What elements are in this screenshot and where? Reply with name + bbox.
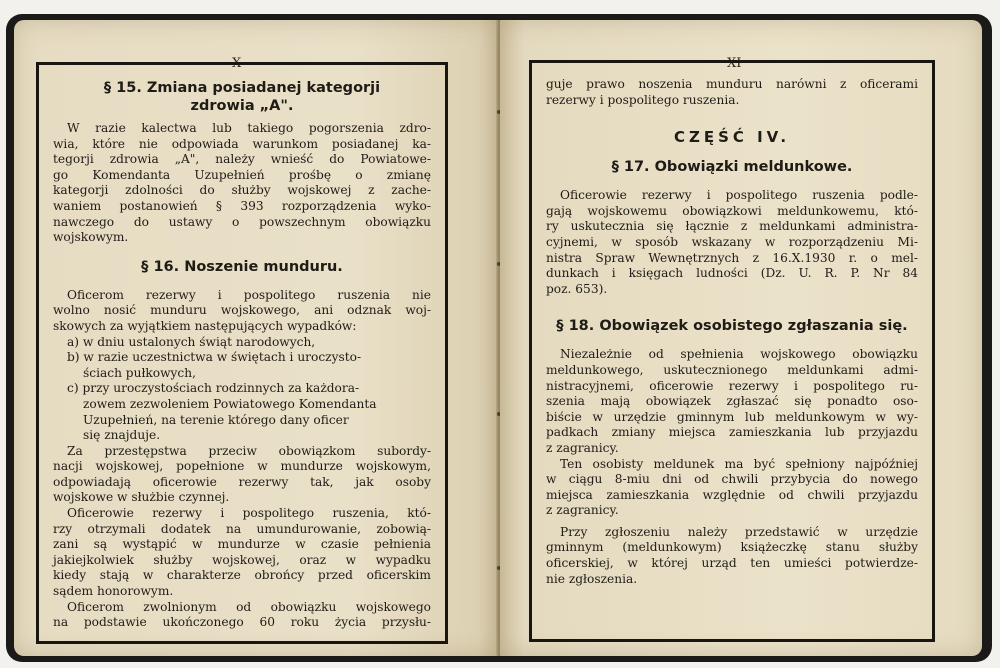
text-line: Oficerowie rezerwy i pospolitego ruszenia podle- — [560, 188, 918, 203]
text-line: guje prawo noszenia munduru narówni z oficerami — [546, 77, 918, 91]
section-16-paragraph-2 — [53, 444, 431, 506]
section-18-heading: § 18. Obowiązek osobistego zgłaszania się. — [556, 318, 908, 335]
section-18-paragraph-2 — [546, 457, 918, 519]
text-line: nawczego do ustawy o powszechnym obowiązku — [53, 214, 431, 229]
text-line: wojskowe w służbie czynnej. — [53, 490, 230, 505]
text-line: biście w urzędzie gminnym lub meldunkowym w wy- — [546, 409, 918, 424]
text-line: sądem honorowym. — [53, 584, 174, 599]
text-line: Niezależnie od spełnienia wojskowego obowiązku — [560, 347, 918, 362]
list-item-c-cont: się znajduje. — [83, 428, 161, 443]
text-line: cyjnemi, w sposób wskazany w rozporządzeniu Mi- — [546, 234, 918, 249]
text-line: zani są wystąpić w mundurze w czasie pełnienia — [53, 537, 431, 552]
text-line: w ciągu 8-miu dni od chwili przybycia do nowego — [546, 472, 918, 487]
page-number-right: XI — [727, 56, 742, 71]
text-line: odpowiadają oficerowie rezerwy tak, jak osoby — [53, 474, 431, 489]
text-line: gają wojskowemu obowiązkowi meldunkowemu, któ- — [546, 203, 918, 218]
text-line: wolno nosić munduru wojskowego, ani odznak woj- — [53, 303, 431, 318]
text-line: Oficerowie rezerwy i pospolitego ruszenia, któ- — [67, 506, 431, 521]
text-line: waniem postanowień § 393 rozporządzenia wyko- — [53, 198, 431, 213]
section-15-heading-line-1: § 15. Zmiana posiadanej kategorji — [103, 80, 381, 96]
text-line: poz. 653). — [546, 281, 608, 296]
text-line: jakiejkolwiek służby wojskowej, oraz w wypadku — [53, 552, 431, 567]
text-line: rezerwy i pospolitego ruszenia. — [546, 92, 740, 107]
right-page-text-frame — [529, 60, 935, 642]
text-line: Przy zgłoszeniu należy przedstawić w urzędzie — [560, 524, 918, 539]
text-line: rzy otrzymali dodatek na umundurowanie, zobowią- — [53, 521, 431, 536]
text-line: dunkach i księgach ludności (Dz. U. R. P. Nr 84 — [546, 266, 918, 281]
list-item-b: b) w razie uczestnictwa w świętach i uroczysto- — [67, 350, 362, 365]
section-16-intro — [53, 288, 431, 335]
text-line: skowych za wyjątkiem następujących wypadków: — [53, 318, 357, 333]
text-line: wia, które nie odpowiada warunkom posiadanej ka- — [53, 136, 431, 151]
text-line: gminnym (meldunkowym) książeczkę stanu służby — [546, 540, 918, 555]
section-17-paragraph — [546, 188, 918, 297]
text-line: meldunkowego, uskutecznionego meldunkami admi- — [546, 362, 918, 377]
page-number-left: X — [232, 56, 242, 71]
text-line: tegorji zdrowia „A", należy wnieść do Powiatowe- — [53, 152, 431, 167]
text-line: Ten osobisty meldunek ma być spełniony najpóźniej — [560, 456, 918, 471]
text-line: miejsca zamieszkania względnie od chwili przyjazdu — [546, 487, 918, 502]
list-item-a: a) w dniu ustalonych świąt narodowych, — [67, 334, 316, 349]
section-15-paragraph — [53, 121, 431, 246]
continuation-paragraph — [546, 77, 918, 108]
text-line: ry uskutecznia się łącznie z meldunkami administra- — [546, 219, 918, 234]
section-17-heading: § 17. Obowiązki meldunkowe. — [611, 159, 853, 176]
text-line: Oficerom rezerwy i pospolitego ruszenia nie — [67, 287, 431, 302]
list-item-b-cont: ściach pułkowych, — [83, 365, 196, 380]
text-line: oficerskiej, w której urząd ten umieści potwierdze- — [546, 556, 918, 571]
text-line: kiedy stają w charakterze obrońcy przed oficerskim — [53, 568, 431, 583]
text-line: nistra Spraw Wewnętrznych z 16.X.1930 r. o mel- — [546, 250, 918, 265]
text-line: padkach zmiany miejsca zamieszkania lub przyjazdu — [546, 425, 918, 440]
text-line: z zagranicy. — [546, 440, 619, 455]
text-line: szenia mają obowiązek zgłaszać się ponadto oso- — [546, 394, 918, 409]
text-line: Za przestępstwa przeciw obowiązkom subordy- — [67, 443, 431, 458]
list-item-c-cont: Uzupełnień, na terenie którego dany oficer — [83, 412, 349, 427]
text-line: nacji wojskowej, popełnione w mundurze wojskowym, — [53, 459, 431, 474]
section-18-paragraph-1 — [546, 347, 918, 456]
text-line: nistracyjnemi, oficerowie rezerwy i pospolitego ru- — [546, 378, 918, 393]
text-line: na podstawie ukończonego 60 roku życia przysłu- — [53, 615, 431, 630]
list-item-c-cont: zowem zezwoleniem Powiatowego Komendanta — [83, 396, 377, 411]
right-page — [500, 20, 982, 656]
text-line: kategorji zdolności do służby wojskowej z zache- — [53, 183, 431, 198]
text-line: go Komendanta Uzupełnień prośbę o zmianę — [53, 167, 431, 182]
section-16-paragraph-4 — [53, 600, 431, 631]
text-line: wojskowym. — [53, 230, 129, 245]
section-16-heading: § 16. Noszenie munduru. — [141, 258, 343, 275]
text-line: Oficerom zwolnionym od obowiązku wojskowego — [67, 599, 431, 614]
text-line: z zagranicy. — [546, 503, 619, 518]
part-title: CZĘŚĆ IV. — [673, 128, 791, 147]
text-line: W razie kalectwa lub takiego pogorszenia zdro- — [67, 121, 431, 135]
section-18-paragraph-3 — [546, 525, 918, 587]
list-item-c: c) przy uroczystościach rodzinnych za każdora- — [67, 381, 360, 396]
left-page — [14, 20, 498, 656]
left-page-text-frame — [36, 62, 448, 644]
section-16-list — [53, 335, 431, 444]
section-16-paragraph-3 — [53, 506, 431, 600]
text-line: nie zgłoszenia. — [546, 571, 638, 586]
section-15-heading-line-2: zdrowia „A". — [190, 98, 294, 114]
